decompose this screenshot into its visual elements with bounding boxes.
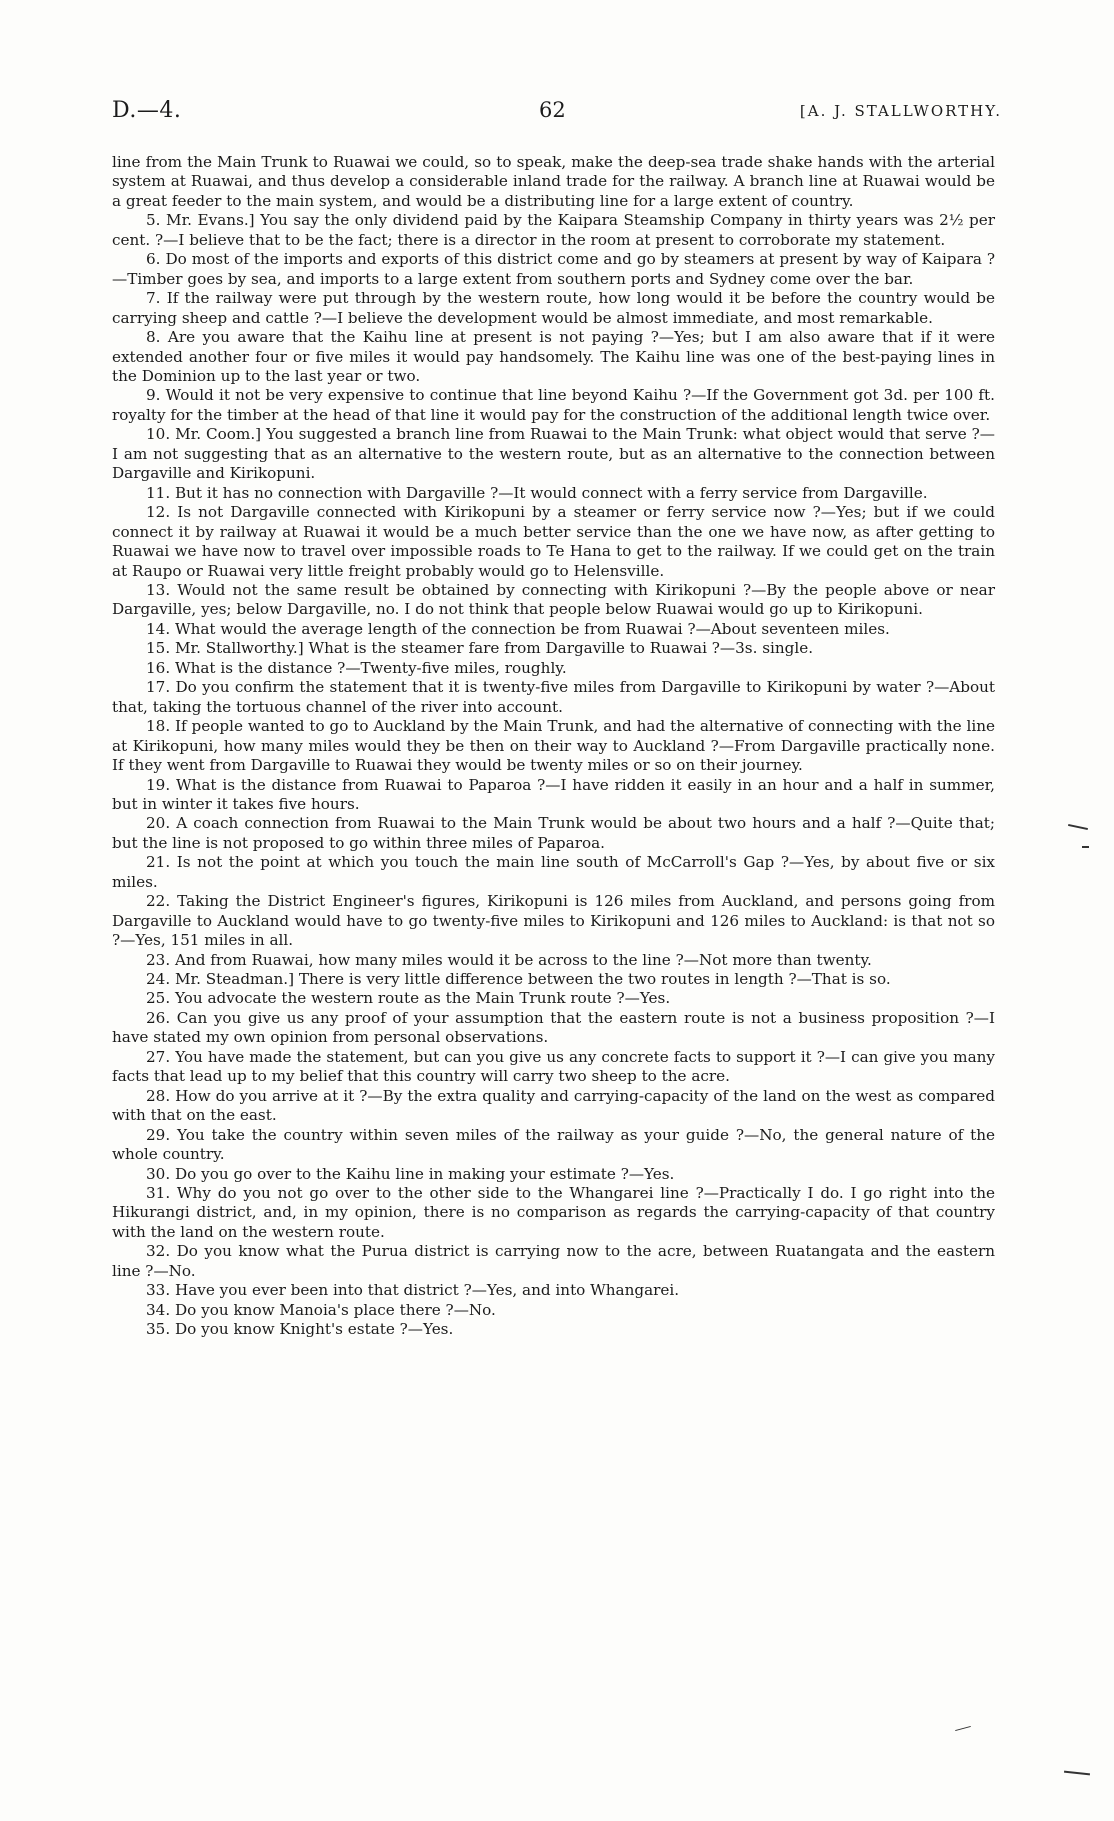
page-header — [112, 98, 1002, 128]
margin-mark — [1068, 824, 1088, 830]
question-9: 9. Would it not be very expensive to continue that line beyond Kaihu ?—If the Government got 3d. per 100 ft. royalty for the timber at the head of that line it would pay for the construction of the additional length twice over. — [112, 386, 995, 424]
question-7: 7. If the railway were put through by the western route, how long would it be before the country would be carrying sheep and cattle ?—I believe the development would be almost immediate, and most remarkable. — [112, 289, 995, 327]
question-6: 6. Do most of the imports and exports of this district come and go by steamers at present by way of Kaipara ?—Timber goes by sea, and imports to a large extent from southern ports and Sydney come over the bar. — [112, 250, 995, 288]
question-14: 14. What would the average length of the connection be from Ruawai ?—About seventeen miles. — [146, 619, 890, 638]
question-23: 23. And from Ruawai, how many miles would it be across to the line ?—Not more than twenty. — [146, 950, 872, 969]
question-8: 8. Are you aware that the Kaihu line at present is not paying ?—Yes; but I am also aware that if it were extended another four or five miles it would pay handsomely. The Kaihu line was one of the best-paying lines in the Dominion up to the last year or two. — [112, 328, 995, 385]
question-32: 32. Do you know what the Purua district is carrying now to the acre, between Ruatangata and the eastern line ?—No. — [112, 1242, 995, 1280]
question-30: 30. Do you go over to the Kaihu line in making your estimate ?—Yes. — [146, 1164, 675, 1183]
question-31: 31. Why do you not go over to the other side to the Whangarei line ?—Practically I do. I go right into the Hikurangi district, and, in my opinion, there is no comparison as regards the carrying-capacity of that country with the land on the western route. — [112, 1184, 995, 1241]
question-11: 11. But it has no connection with Dargaville ?—It would connect with a ferry service from Dargaville. — [146, 483, 928, 502]
question-26: 26. Can you give us any proof of your assumption that the eastern route is not a business proposition ?—I have stated my own opinion from personal observations. — [112, 1008, 995, 1047]
question-25: 25. You advocate the western route as the Main Trunk route ?—Yes. — [146, 989, 671, 1008]
question-19: 19. What is the distance from Ruawai to Paparoa ?—I have ridden it easily in an hour and a half in summer, but in winter it takes five hours. — [112, 775, 995, 813]
margin-mark — [1064, 1771, 1090, 1776]
question-21: 21. Is not the point at which you touch the main line south of McCarroll's Gap ?—Yes, by about five or six miles. — [112, 853, 995, 891]
paragraph-continued: line from the Main Trunk to Ruawai we could, so to speak, make the deep-sea trade shake hands with the arterial system at Ruawai, and thus develop a considerable inland trade for the railway. A branch line at Ruawai would be a great feeder to the main system, and would be a distributing line for a large extent of country. — [112, 153, 995, 210]
question-24: 24. Mr. Steadman.] There is very little difference between the two routes in length ?—That is so. — [146, 970, 891, 989]
question-16: 16. What is the distance ?—Twenty-five miles, roughly. — [146, 658, 567, 677]
question-5: 5. Mr. Evans.] You say the only dividend paid by the Kaipara Steamship Company in thirty years was 2½ per cent. ?—I believe that to be the fact; there is a director in the room at present to corroborate my statement. — [112, 211, 995, 249]
question-28: 28. How do you arrive at it ?—By the extra quality and carrying-capacity of the land on the west as compared with that on the east. — [112, 1086, 995, 1125]
question-34: 34. Do you know Manoia's place there ?—No. — [146, 1300, 496, 1319]
question-10: 10. Mr. Coom.] You suggested a branch line from Ruawai to the Main Trunk: what object would that serve ?—I am not suggesting that as an alternative to the western route, but as an alternative to the connection between Dargaville and Kirikopuni. — [112, 425, 995, 483]
question-17: 17. Do you confirm the statement that it is twenty-five miles from Dargaville to Kirikopuni by water ?—About that, taking the tortuous channel of the river into account. — [112, 678, 995, 716]
question-20: 20. A coach connection from Ruawai to the Main Trunk would be about two hours and a half ?—Quite that; but the line is not proposed to go within three miles of Paparoa. — [112, 814, 995, 852]
question-18: 18. If people wanted to go to Auckland by the Main Trunk, and had the alternative of connecting with the line at Kirikopuni, how many miles would they be then on their way to Auckland ?—From Dargaville practically none. If they went from Dargaville to Ruawai they would be twenty miles or so on their journey. — [112, 717, 995, 775]
page-body — [112, 153, 995, 1340]
question-29: 29. You take the country within seven miles of the railway as your guide ?—No, the general nature of the whole country. — [112, 1125, 995, 1164]
page-number: 62 — [539, 98, 566, 122]
question-33: 33. Have you ever been into that district ?—Yes, and into Whangarei. — [146, 1281, 680, 1300]
question-15: 15. Mr. Stallworthy.] What is the steamer fare from Dargaville to Ruawai ?—3s. single. — [146, 639, 814, 658]
question-13: 13. Would not the same result be obtained by connecting with Kirikopuni ?—By the people above or near Dargaville, yes; below Dargaville, no. I do not think that people below Ruawai would go up to Kirikopuni. — [112, 580, 995, 619]
question-22: 22. Taking the District Engineer's figures, Kirikopuni is 126 miles from Auckland, and persons going from Dargaville to Auckland would have to go twenty-five miles to Kirikopuni and 126 miles to Auckland: is that not so ?—Yes, 151 miles in all. — [112, 892, 995, 950]
witness-name: [A. J. STALLWORTHY. — [799, 102, 1002, 120]
question-12: 12. Is not Dargaville connected with Kirikopuni by a steamer or ferry service now ?—Yes; but if we could connect it by railway at Ruawai it would be a much better service than the one we have now, as after getting to Ruawai we have now to travel over impossible roads to Te Hana to get to the railway. If we could get on the train at Raupo or Ruawai very little freight probably would go to Helensville. — [112, 503, 995, 580]
margin-mark — [1082, 846, 1089, 848]
margin-mark — [955, 1726, 971, 1731]
question-35: 35. Do you know Knight's estate ?—Yes. — [146, 1320, 454, 1339]
question-27: 27. You have made the statement, but can you give us any concrete facts to support it ?—I can give you many facts that lead up to my belief that this country will carry two sheep to the acre. — [112, 1047, 995, 1086]
document-reference: D.—4. — [112, 98, 182, 123]
